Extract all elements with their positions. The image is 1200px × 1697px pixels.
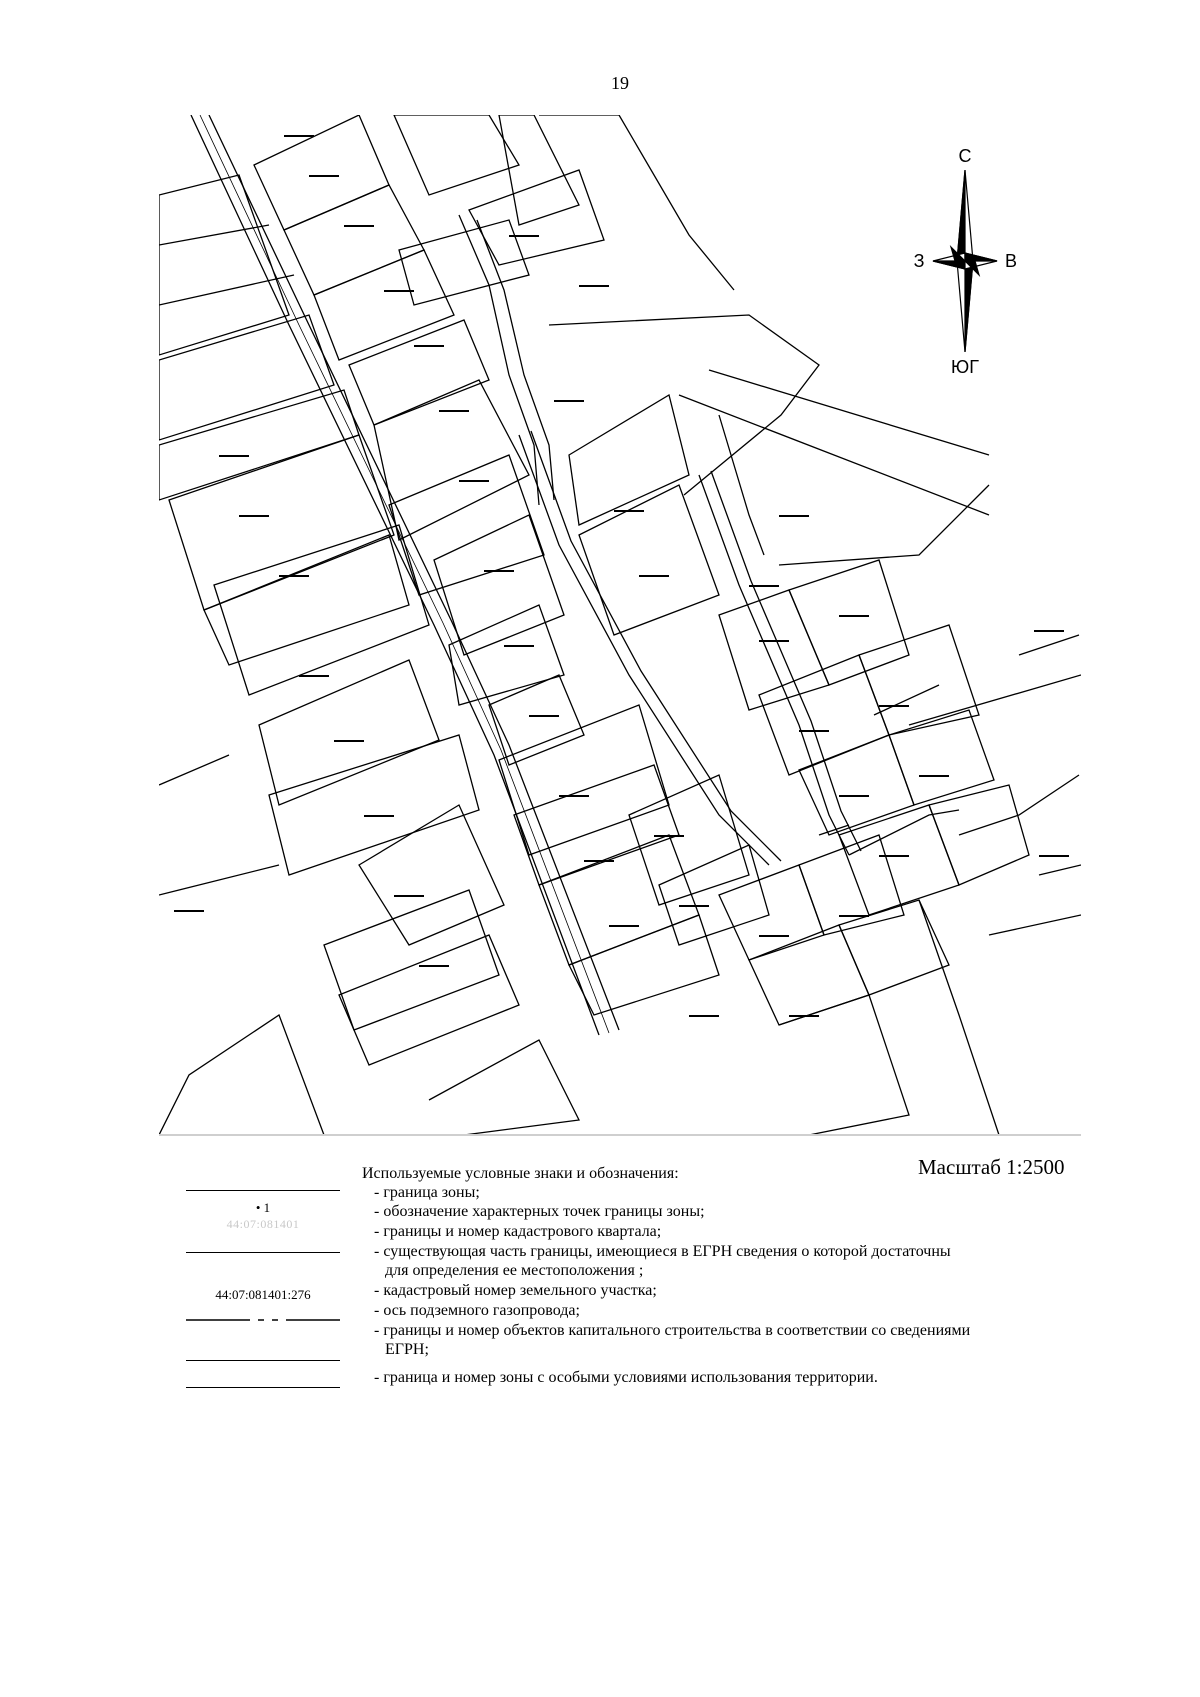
plot-c4	[499, 705, 669, 855]
plot-c3	[489, 675, 584, 765]
map-scale: Масштаб 1:2500	[918, 1155, 1065, 1179]
compass-east-label: В	[1004, 251, 1018, 271]
plot-c11	[569, 395, 689, 525]
legend-text-gas-pipeline: - ось подземного газопровода;	[374, 1302, 580, 1319]
legend-text-special-zone: - граница и номер зоны с особыми условиями использования территории.	[374, 1369, 878, 1386]
plot-e12	[839, 900, 949, 995]
legend-text-existing-boundary: - существующая часть границы, имеющиеся в ЕГРН сведения о которой достаточны	[374, 1243, 951, 1260]
plot-w9	[429, 1040, 579, 1135]
plot-w3	[214, 525, 429, 695]
plot-n9	[499, 115, 579, 225]
plot-c2	[449, 605, 564, 705]
plot-c8	[629, 775, 749, 905]
legend-text-parcel-number: - кадастровый номер земельного участка;	[374, 1282, 657, 1299]
page-number: 19	[611, 73, 629, 93]
plot-w7	[324, 890, 499, 1030]
plot-n8	[394, 115, 519, 195]
plot-c10	[579, 485, 719, 635]
legend-text-capital-objects-cont: ЕГРН;	[385, 1341, 429, 1358]
legend-point-label: • 1	[255, 1200, 271, 1215]
plot-c1	[434, 515, 564, 655]
plot-e5	[799, 735, 914, 835]
plot-n4	[349, 320, 489, 425]
plot-e4	[859, 625, 979, 735]
plot-w4	[259, 660, 439, 805]
plot-n1	[254, 115, 389, 230]
legend-text-existing-boundary-cont: для определения ее местоположения ;	[385, 1262, 644, 1279]
plot-c5	[514, 765, 679, 885]
compass-west-label: З	[913, 251, 925, 271]
plot-c9	[659, 845, 769, 945]
compass-south-label: ЮГ	[951, 357, 979, 375]
map-bottom-border	[159, 1134, 1081, 1136]
plot-n5	[374, 380, 529, 540]
plot-n6	[389, 455, 544, 595]
legend-parcel-number: 44:07:081401:276	[215, 1287, 311, 1302]
compass-north-label: С	[958, 146, 972, 166]
legend-text-zone-boundary: - граница зоны;	[374, 1184, 480, 1201]
plot-e2	[789, 560, 909, 685]
plot-c7	[569, 915, 719, 1015]
main-road-east-edge	[209, 115, 619, 1030]
legend-text-capital-objects: - границы и номер объектов капитального строительства в соответствии со сведениями	[374, 1322, 971, 1339]
legend-title: Используемые условные знаки и обозначения:	[362, 1165, 679, 1182]
legend-text-cadastral-quarter: - границы и номер кадастрового квартала;	[374, 1223, 662, 1240]
plot-e10	[799, 835, 904, 935]
compass-rose	[905, 140, 1025, 375]
plot-e1	[719, 590, 829, 710]
plot-w1	[169, 435, 394, 610]
plot-n3	[314, 250, 454, 360]
plot-e8	[929, 785, 1029, 885]
plot-e6	[889, 710, 994, 805]
plot-w5	[269, 735, 479, 875]
legend-quarter-number: 44:07:081401	[226, 1217, 300, 1231]
legend-text-boundary-point: - обозначение характерных точек границы зоны;	[374, 1203, 705, 1220]
